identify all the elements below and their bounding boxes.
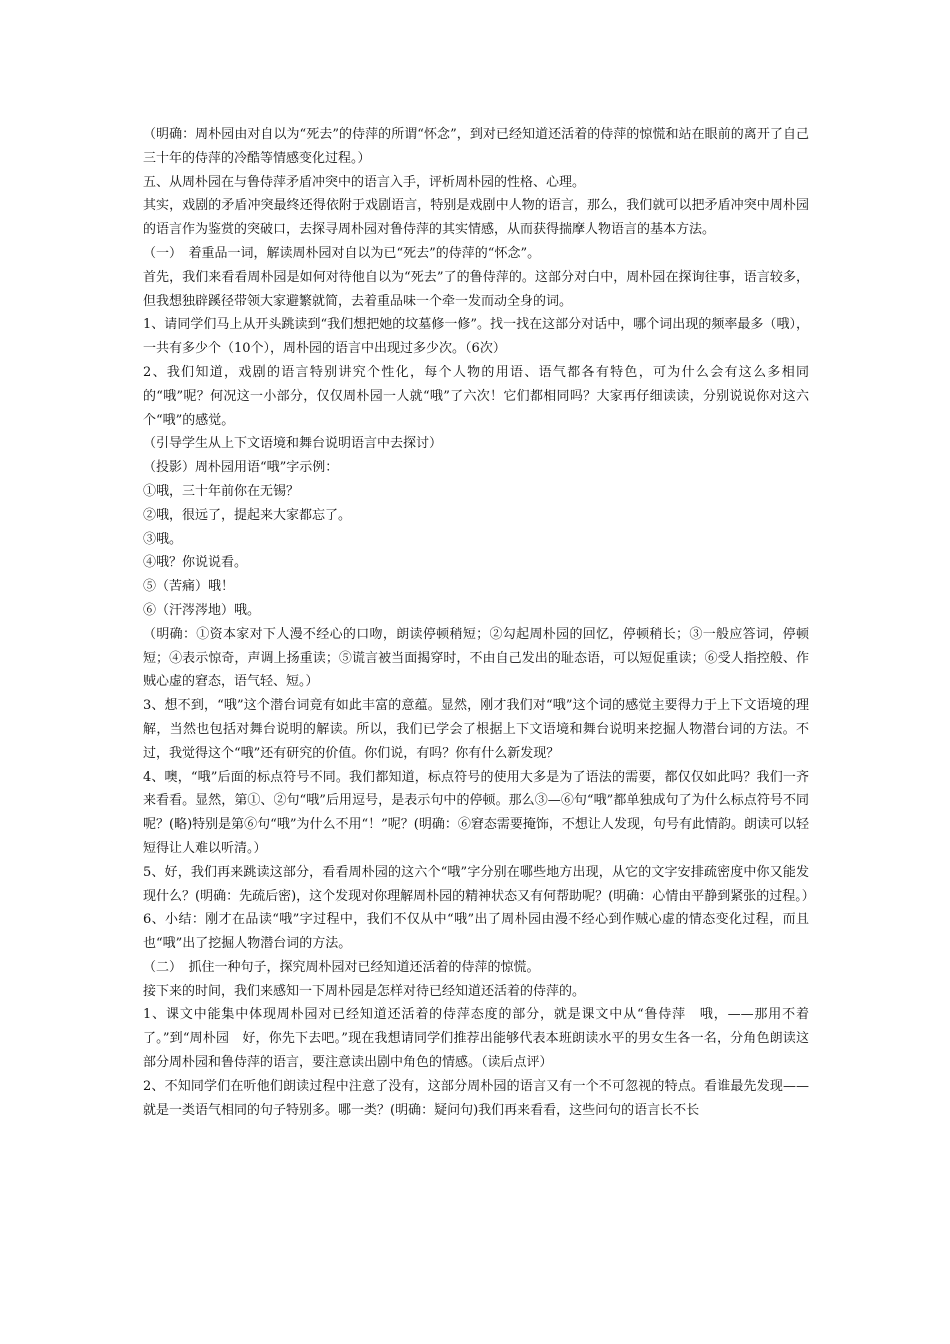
list-item: 4、噢，“哦”后面的标点符号不同。我们都知道，标点符号的使用大多是为了语法的需要，都仅仅如此吗？我们一齐来看看。显然，第①、②句“哦”后用逗号，是表示句中的停顿。那么③—⑥句“哦”都单独成句了为什么标点符号不同呢？(略)特别是第⑥句“哦”为什么不用“！”呢？(明确：⑥窘态需要掩饰，不想让人发现，句号有此情韵。朗读可以轻短得让人难以听清。） — [143, 769, 809, 856]
paragraph: 首先，我们来看看周朴园是如何对待他自以为“死去”了的鲁侍萍的。这部分对白中，周朴园在探询往事，语言较多，但我想独辟蹊径带领大家避繁就简，去着重品味一个牵一发而动全身的词。 — [143, 269, 809, 309]
example-line: ⑥（汗涔涔地）哦。 — [143, 602, 261, 618]
subsection-heading-two: （二） 抓住一种句子，探究周朴园对已经知道还活着的侍萍的惊慌。 — [143, 959, 540, 975]
list-item: 1、课文中能集中体现周朴园对已经知道还活着的侍萍态度的部分，就是课文中从“鲁侍萍 哦，——那用不着了。”到“周朴园 好，你先下去吧。”现在我想请同学们推荐出能够代表本班朗读水平的男女生各一名，分角色朗读这部分周朴园和鲁侍萍的语言，要注意读出剧中角色的情感。（读后点评） — [143, 1007, 809, 1071]
paragraph-explanation: （明确：①资本家对下人漫不经心的口吻，朗读停顿稍短；②勾起周朴园的回忆，停顿稍长；③一般应答词，停顿短；④表示惊奇，声调上扬重读；⑤谎言被当面揭穿时，不由自己发出的耻态语，可以短促重读；⑥受人指控般、作贼心虚的窘态，语气轻、短。） — [143, 626, 809, 690]
example-line: ①哦，三十年前你在无锡？ — [143, 483, 300, 499]
list-item: 2、不知同学们在听他们朗读过程中注意了没有，这部分周朴园的语言又有一个不可忽视的特点。看谁最先发现——就是一类语气相同的句子特别多。哪一类？(明确：疑问句)我们再来看看，这些问句的语言长不长 — [143, 1078, 809, 1118]
document-body — [143, 123, 815, 1122]
list-item: 2、我们知道，戏剧的语言特别讲究个性化，每个人物的用语、语气都各有特色，可为什么会有这么多相同的“哦”呢？何况这一小部分，仅仅周朴园一人就“哦”了六次！它们都相同吗？大家再仔细读读，分别说说你对这六个“哦”的感觉。 — [143, 364, 809, 428]
paragraph-note: （引导学生从上下文语境和舞台说明语言中去探讨） — [143, 436, 443, 452]
paragraph-projection: （投影）周朴园用语“哦”字示例： — [143, 460, 339, 476]
list-item-summary: 6、小结：刚才在品读“哦”字过程中，我们不仅从中“哦”出了周朴园由漫不经心到作贼心虚的情态变化过程，而且也“哦”出了挖掘人物潜台词的方法。 — [143, 912, 809, 952]
list-item: 3、想不到，“哦”这个潜台词竟有如此丰富的意蕴。显然，刚才我们对“哦”这个词的感觉主要得力于上下文语境的理解，当然也包括对舞台说明的解读。所以，我们已学会了根据上下文语境和舞台说明来挖掘人物潜台词的方法。不过，我觉得这个“哦”还有研究的价值。你们说，有吗？你有什么新发现？ — [143, 698, 809, 761]
example-line: ③哦。 — [143, 531, 183, 547]
paragraph-conclusion: （明确：周朴园由对自以为“死去”的侍萍的所谓“怀念”，到对已经知道还活着的侍萍的惊慌和站在眼前的离开了自己三十年的侍萍的冷酷等情感变化过程。） — [143, 127, 809, 166]
paragraph: 接下来的时间，我们来感知一下周朴园是怎样对待已经知道还活着的侍萍的。 — [143, 983, 586, 999]
list-item: 1、请同学们马上从开头跳读到“我们想把她的坟墓修一修”。找一找在这部分对话中，哪个词出现的频率最多（哦），一共有多少个（10个），周朴园的语言中出现过多少次。（6次） — [143, 317, 809, 357]
subsection-heading-one: （一） 着重品一词，解读周朴园对自以为已“死去”的侍萍的“怀念”。 — [143, 245, 541, 261]
section-heading-five: 五、从周朴园在与鲁侍萍矛盾冲突中的语言入手，评析周朴园的性格、心理。 — [143, 174, 586, 190]
list-item: 5、好，我们再来跳读这部分，看看周朴园的这六个“哦”字分别在哪些地方出现，从它的文字安排疏密度中你又能发现什么？(明确：先疏后密)，这个发现对你理解周朴园的精神状态又有何帮助呢？(明确：心情由平静到紧张的过程。） — [143, 864, 815, 904]
example-line: ⑤（苦痛）哦！ — [143, 579, 235, 595]
example-line: ②哦，很远了，提起来大家都忘了。 — [143, 507, 352, 523]
paragraph-intro: 其实，戏剧的矛盾冲突最终还得依附于戏剧语言，特别是戏剧中人物的语言，那么，我们就可以把矛盾冲突中周朴园的语言作为鉴赏的突破口，去探寻周朴园对鲁侍萍的其实情感，从而获得揣摩人物语言的基本方法。 — [143, 198, 809, 238]
example-line: ④哦？你说说看。 — [143, 555, 248, 571]
